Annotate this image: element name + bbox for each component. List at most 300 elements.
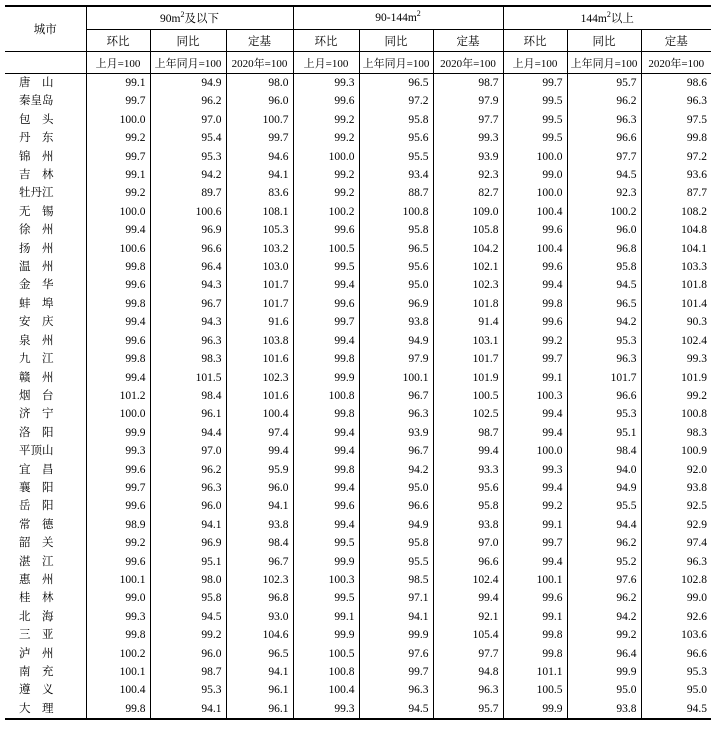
index-value-cell: 99.6: [86, 497, 150, 515]
city-name: 韶 关: [19, 537, 54, 550]
index-value-cell: 100.1: [86, 663, 150, 681]
index-value-cell: 96.8: [567, 240, 641, 258]
header-row-groups: [5, 6, 711, 30]
index-value-cell: 95.3: [641, 663, 711, 681]
index-value-cell: 99.8: [86, 626, 150, 644]
index-value-cell: 95.8: [359, 111, 433, 129]
city-name: 赣 州: [19, 371, 54, 384]
index-value-cell: 100.0: [86, 203, 150, 221]
table-row: [5, 184, 711, 202]
index-value-cell: 101.6: [226, 350, 293, 368]
index-value-cell: 99.2: [293, 166, 359, 184]
city-header-spacer: [5, 52, 86, 74]
index-value-cell: 97.9: [359, 350, 433, 368]
index-value-cell: 97.7: [433, 645, 503, 663]
index-value-cell: 83.6: [226, 184, 293, 202]
index-value-cell: 99.7: [293, 313, 359, 331]
index-value-cell: 101.6: [226, 387, 293, 405]
index-value-cell: 100.0: [503, 442, 567, 460]
index-value-cell: 99.5: [503, 111, 567, 129]
index-value-cell: 100.0: [86, 111, 150, 129]
index-value-cell: 94.2: [359, 461, 433, 479]
index-value-cell: 99.6: [293, 295, 359, 313]
index-value-cell: 97.9: [433, 92, 503, 110]
table-body: [5, 74, 711, 720]
index-value-cell: 96.6: [359, 497, 433, 515]
index-value-cell: 99.9: [359, 626, 433, 644]
index-value-cell: 90.3: [641, 313, 711, 331]
index-value-cell: 96.3: [433, 681, 503, 699]
index-value-cell: 94.1: [150, 700, 226, 719]
index-value-cell: 100.9: [641, 442, 711, 460]
table-row: [5, 369, 711, 387]
table-row: [5, 129, 711, 147]
index-value-cell: 95.0: [359, 479, 433, 497]
index-value-cell: 99.5: [293, 589, 359, 607]
table-row: [5, 295, 711, 313]
index-value-cell: 101.7: [567, 369, 641, 387]
index-value-cell: 99.4: [503, 553, 567, 571]
index-value-cell: 99.5: [503, 92, 567, 110]
index-value-cell: 101.8: [433, 295, 503, 313]
base-header: 2020年=100: [226, 52, 293, 74]
index-value-cell: 99.8: [86, 700, 150, 719]
index-value-cell: 102.5: [433, 405, 503, 423]
index-value-cell: 99.2: [86, 184, 150, 202]
index-value-cell: 102.3: [226, 369, 293, 387]
metric-header: 同比: [567, 30, 641, 52]
city-name: 唐 山: [19, 77, 54, 89]
index-value-cell: 100.2: [293, 203, 359, 221]
index-value-cell: 99.6: [503, 258, 567, 276]
index-value-cell: 89.7: [150, 184, 226, 202]
index-value-cell: 99.4: [293, 442, 359, 460]
index-value-cell: 96.8: [226, 589, 293, 607]
index-value-cell: 98.4: [226, 534, 293, 552]
city-name: 徐 州: [19, 224, 54, 237]
index-value-cell: 95.8: [359, 221, 433, 239]
city-name: 秦皇岛: [19, 95, 54, 108]
index-value-cell: 102.1: [433, 258, 503, 276]
index-value-cell: 102.8: [641, 571, 711, 589]
index-value-cell: 95.2: [567, 553, 641, 571]
index-value-cell: 100.0: [293, 148, 359, 166]
city-name: 泉 州: [19, 334, 54, 347]
index-value-cell: 96.6: [433, 553, 503, 571]
index-value-cell: 88.7: [359, 184, 433, 202]
index-value-cell: 99.1: [503, 608, 567, 626]
index-value-cell: 96.5: [226, 645, 293, 663]
index-value-cell: 99.1: [86, 74, 150, 93]
index-value-cell: 96.4: [567, 645, 641, 663]
index-value-cell: 104.6: [226, 626, 293, 644]
index-value-cell: 92.3: [567, 184, 641, 202]
index-value-cell: 95.8: [567, 258, 641, 276]
index-value-cell: 95.1: [567, 424, 641, 442]
base-header: 2020年=100: [641, 52, 711, 74]
index-value-cell: 94.6: [226, 148, 293, 166]
table-row: [5, 92, 711, 110]
index-value-cell: 87.7: [641, 184, 711, 202]
index-value-cell: 103.8: [226, 332, 293, 350]
table-row: [5, 276, 711, 294]
index-value-cell: 94.0: [567, 461, 641, 479]
city-name: 泸 州: [19, 647, 54, 660]
index-value-cell: 101.4: [641, 295, 711, 313]
index-value-cell: 100.1: [86, 571, 150, 589]
index-value-cell: 95.5: [567, 497, 641, 515]
table-row: [5, 387, 711, 405]
index-value-cell: 96.0: [567, 221, 641, 239]
metric-header: 定基: [433, 30, 503, 52]
index-value-cell: 96.5: [567, 295, 641, 313]
index-value-cell: 94.5: [641, 700, 711, 719]
header-row-metrics: [5, 30, 711, 52]
table-row: [5, 111, 711, 129]
index-value-cell: 96.2: [150, 461, 226, 479]
index-value-cell: 97.7: [433, 111, 503, 129]
index-value-cell: 104.8: [641, 221, 711, 239]
index-value-cell: 99.7: [86, 479, 150, 497]
index-value-cell: 99.0: [641, 589, 711, 607]
index-value-cell: 82.7: [433, 184, 503, 202]
index-value-cell: 99.2: [641, 387, 711, 405]
index-value-cell: 99.2: [293, 111, 359, 129]
index-value-cell: 108.2: [641, 203, 711, 221]
index-value-cell: 99.4: [293, 332, 359, 350]
index-value-cell: 96.6: [567, 129, 641, 147]
index-value-cell: 99.4: [503, 424, 567, 442]
index-value-cell: 100.8: [293, 387, 359, 405]
index-value-cell: 96.7: [359, 442, 433, 460]
index-value-cell: 99.4: [293, 276, 359, 294]
table-row: [5, 166, 711, 184]
index-value-cell: 102.3: [226, 571, 293, 589]
city-name: 九 江: [19, 353, 54, 366]
index-value-cell: 97.7: [567, 148, 641, 166]
index-value-cell: 103.1: [433, 332, 503, 350]
index-value-cell: 99.3: [86, 608, 150, 626]
index-value-cell: 98.6: [641, 74, 711, 93]
index-value-cell: 108.1: [226, 203, 293, 221]
index-value-cell: 94.1: [226, 166, 293, 184]
index-value-cell: 99.4: [86, 369, 150, 387]
index-value-cell: 94.3: [150, 313, 226, 331]
index-value-cell: 94.5: [567, 276, 641, 294]
city-name: 锦 州: [19, 150, 54, 163]
index-value-cell: 96.1: [226, 681, 293, 699]
city-name: 牡丹江: [19, 187, 54, 200]
index-value-cell: 94.1: [226, 663, 293, 681]
metric-header: 同比: [150, 30, 226, 52]
table-row: [5, 221, 711, 239]
base-header: 上月=100: [293, 52, 359, 74]
index-value-cell: 96.2: [150, 92, 226, 110]
index-value-cell: 95.8: [150, 589, 226, 607]
table-row: [5, 589, 711, 607]
index-value-cell: 99.4: [503, 405, 567, 423]
index-value-cell: 99.9: [503, 700, 567, 719]
index-value-cell: 95.3: [150, 148, 226, 166]
index-value-cell: 102.4: [641, 332, 711, 350]
index-value-cell: 95.0: [567, 681, 641, 699]
table-row: [5, 240, 711, 258]
city-name: 洛 阳: [19, 426, 54, 439]
index-value-cell: 99.6: [86, 276, 150, 294]
index-value-cell: 98.5: [359, 571, 433, 589]
index-value-cell: 99.3: [293, 700, 359, 719]
index-value-cell: 100.7: [226, 111, 293, 129]
index-value-cell: 97.6: [567, 571, 641, 589]
index-value-cell: 94.2: [150, 166, 226, 184]
index-value-cell: 94.2: [567, 313, 641, 331]
index-value-cell: 96.3: [150, 332, 226, 350]
index-value-cell: 105.4: [433, 626, 503, 644]
index-value-cell: 96.3: [567, 111, 641, 129]
index-value-cell: 91.4: [433, 313, 503, 331]
city-name: 安 庆: [19, 316, 54, 329]
index-value-cell: 99.6: [503, 221, 567, 239]
index-value-cell: 101.7: [433, 350, 503, 368]
header-row-bases: [5, 52, 711, 74]
table-row: [5, 663, 711, 681]
index-value-cell: 99.6: [86, 461, 150, 479]
index-value-cell: 100.5: [433, 387, 503, 405]
index-value-cell: 95.6: [359, 258, 433, 276]
index-value-cell: 95.6: [359, 129, 433, 147]
index-value-cell: 99.9: [293, 553, 359, 571]
index-value-cell: 99.2: [503, 332, 567, 350]
index-value-cell: 96.6: [150, 240, 226, 258]
index-value-cell: 105.8: [433, 221, 503, 239]
index-value-cell: 94.9: [567, 479, 641, 497]
index-value-cell: 96.3: [150, 479, 226, 497]
index-value-cell: 99.7: [503, 350, 567, 368]
table-row: [5, 74, 711, 93]
table-row: [5, 479, 711, 497]
index-value-cell: 96.9: [150, 221, 226, 239]
index-value-cell: 99.6: [503, 313, 567, 331]
index-value-cell: 94.1: [150, 516, 226, 534]
index-value-cell: 97.0: [433, 534, 503, 552]
index-value-cell: 96.9: [359, 295, 433, 313]
index-value-cell: 100.2: [567, 203, 641, 221]
index-value-cell: 99.1: [293, 608, 359, 626]
index-value-cell: 94.1: [226, 497, 293, 515]
index-value-cell: 96.5: [359, 74, 433, 93]
index-value-cell: 98.4: [567, 442, 641, 460]
base-header: 上年同月=100: [567, 52, 641, 74]
index-value-cell: 101.5: [150, 369, 226, 387]
city-name: 遵 义: [19, 684, 54, 697]
index-value-cell: 96.3: [641, 92, 711, 110]
index-value-cell: 99.2: [293, 129, 359, 147]
index-value-cell: 104.2: [433, 240, 503, 258]
index-value-cell: 99.1: [86, 166, 150, 184]
index-value-cell: 100.5: [293, 645, 359, 663]
city-name: 北 海: [19, 610, 54, 623]
index-value-cell: 99.9: [86, 424, 150, 442]
city-name: 湛 江: [19, 555, 54, 568]
index-value-cell: 100.0: [86, 405, 150, 423]
index-value-cell: 97.6: [359, 645, 433, 663]
index-value-cell: 99.8: [293, 461, 359, 479]
index-value-cell: 92.3: [433, 166, 503, 184]
index-value-cell: 100.1: [503, 571, 567, 589]
price-index-table: [5, 5, 711, 720]
index-value-cell: 104.1: [641, 240, 711, 258]
index-value-cell: 99.4: [503, 479, 567, 497]
index-value-cell: 99.6: [293, 497, 359, 515]
index-value-cell: 96.2: [567, 534, 641, 552]
metric-header: 同比: [359, 30, 433, 52]
index-value-cell: 101.9: [433, 369, 503, 387]
index-value-cell: 99.8: [86, 258, 150, 276]
index-value-cell: 97.0: [150, 111, 226, 129]
index-value-cell: 94.9: [150, 74, 226, 93]
index-value-cell: 99.5: [503, 129, 567, 147]
city-name: 包 头: [19, 113, 54, 126]
index-value-cell: 97.0: [150, 442, 226, 460]
index-value-cell: 98.4: [150, 387, 226, 405]
index-value-cell: 93.8: [359, 313, 433, 331]
table-row: [5, 461, 711, 479]
index-value-cell: 95.4: [150, 129, 226, 147]
index-value-cell: 96.1: [226, 700, 293, 719]
index-value-cell: 99.8: [86, 350, 150, 368]
index-value-cell: 95.8: [359, 534, 433, 552]
metric-header: 环比: [503, 30, 567, 52]
index-value-cell: 100.6: [150, 203, 226, 221]
index-value-cell: 99.4: [293, 424, 359, 442]
city-name: 烟 台: [19, 389, 54, 402]
index-value-cell: 99.7: [503, 534, 567, 552]
index-value-cell: 92.6: [641, 608, 711, 626]
index-value-cell: 99.9: [293, 626, 359, 644]
index-value-cell: 92.0: [641, 461, 711, 479]
index-value-cell: 102.4: [433, 571, 503, 589]
index-value-cell: 101.7: [226, 295, 293, 313]
city-name: 大 理: [5, 700, 86, 719]
index-value-cell: 100.4: [86, 681, 150, 699]
index-value-cell: 95.7: [433, 700, 503, 719]
index-value-cell: 100.5: [293, 240, 359, 258]
metric-header: 环比: [86, 30, 150, 52]
index-value-cell: 99.3: [433, 129, 503, 147]
index-value-cell: 99.2: [150, 626, 226, 644]
index-value-cell: 92.9: [641, 516, 711, 534]
table-row: [5, 534, 711, 552]
index-value-cell: 96.6: [641, 645, 711, 663]
index-value-cell: 100.3: [503, 387, 567, 405]
base-header: 上月=100: [86, 52, 150, 74]
index-value-cell: 93.4: [359, 166, 433, 184]
index-value-cell: 99.5: [293, 258, 359, 276]
table-row: [5, 553, 711, 571]
city-name: 温 州: [19, 261, 54, 274]
index-value-cell: 93.9: [359, 424, 433, 442]
index-value-cell: 97.2: [359, 92, 433, 110]
index-value-cell: 98.9: [86, 516, 150, 534]
index-value-cell: 94.4: [150, 424, 226, 442]
price-index-table-container: [5, 5, 711, 720]
table-row: [5, 681, 711, 699]
index-value-cell: 103.6: [641, 626, 711, 644]
index-value-cell: 99.4: [293, 516, 359, 534]
city-name: 吉 林: [19, 169, 54, 182]
city-column-header: 城市: [5, 6, 86, 52]
index-value-cell: 102.3: [433, 276, 503, 294]
index-value-cell: 99.7: [503, 74, 567, 93]
table-row: [5, 405, 711, 423]
index-value-cell: 99.8: [503, 645, 567, 663]
metric-header: 定基: [641, 30, 711, 52]
index-value-cell: 96.3: [567, 350, 641, 368]
index-value-cell: 98.7: [433, 424, 503, 442]
index-value-cell: 94.4: [567, 516, 641, 534]
index-value-cell: 99.3: [503, 461, 567, 479]
index-value-cell: 98.0: [226, 74, 293, 93]
table-row: [5, 313, 711, 331]
index-value-cell: 95.6: [433, 479, 503, 497]
index-value-cell: 101.7: [226, 276, 293, 294]
index-value-cell: 97.4: [226, 424, 293, 442]
index-value-cell: 98.0: [150, 571, 226, 589]
index-value-cell: 96.7: [150, 295, 226, 313]
index-value-cell: 101.8: [641, 276, 711, 294]
index-value-cell: 96.3: [359, 405, 433, 423]
index-value-cell: 96.7: [226, 553, 293, 571]
city-name: 蚌 埠: [19, 297, 54, 310]
index-value-cell: 99.6: [86, 553, 150, 571]
index-value-cell: 96.0: [150, 645, 226, 663]
index-value-cell: 99.0: [86, 589, 150, 607]
index-value-cell: 100.4: [503, 203, 567, 221]
table-row: [5, 332, 711, 350]
index-value-cell: 93.0: [226, 608, 293, 626]
city-name: 常 德: [19, 518, 54, 531]
index-value-cell: 93.8: [567, 700, 641, 719]
index-value-cell: 96.3: [641, 553, 711, 571]
index-value-cell: 94.2: [567, 608, 641, 626]
city-name: 岳 阳: [19, 500, 54, 513]
index-value-cell: 99.4: [86, 313, 150, 331]
index-value-cell: 99.0: [503, 166, 567, 184]
index-value-cell: 93.6: [641, 166, 711, 184]
index-value-cell: 103.3: [641, 258, 711, 276]
base-header: 上月=100: [503, 52, 567, 74]
index-value-cell: 93.8: [226, 516, 293, 534]
index-value-cell: 99.7: [226, 129, 293, 147]
index-value-cell: 93.9: [433, 148, 503, 166]
index-value-cell: 97.1: [359, 589, 433, 607]
index-value-cell: 100.6: [86, 240, 150, 258]
index-value-cell: 96.2: [567, 92, 641, 110]
index-value-cell: 94.5: [567, 166, 641, 184]
index-value-cell: 99.4: [433, 589, 503, 607]
table-row: [5, 442, 711, 460]
base-header: 上年同月=100: [359, 52, 433, 74]
city-name: 丹 东: [19, 132, 54, 145]
index-value-cell: 103.2: [226, 240, 293, 258]
index-value-cell: 99.2: [86, 129, 150, 147]
index-value-cell: 99.4: [293, 479, 359, 497]
index-value-cell: 96.3: [359, 681, 433, 699]
table-row: [5, 148, 711, 166]
index-value-cell: 100.3: [293, 571, 359, 589]
index-value-cell: 97.4: [641, 534, 711, 552]
index-value-cell: 95.0: [359, 276, 433, 294]
